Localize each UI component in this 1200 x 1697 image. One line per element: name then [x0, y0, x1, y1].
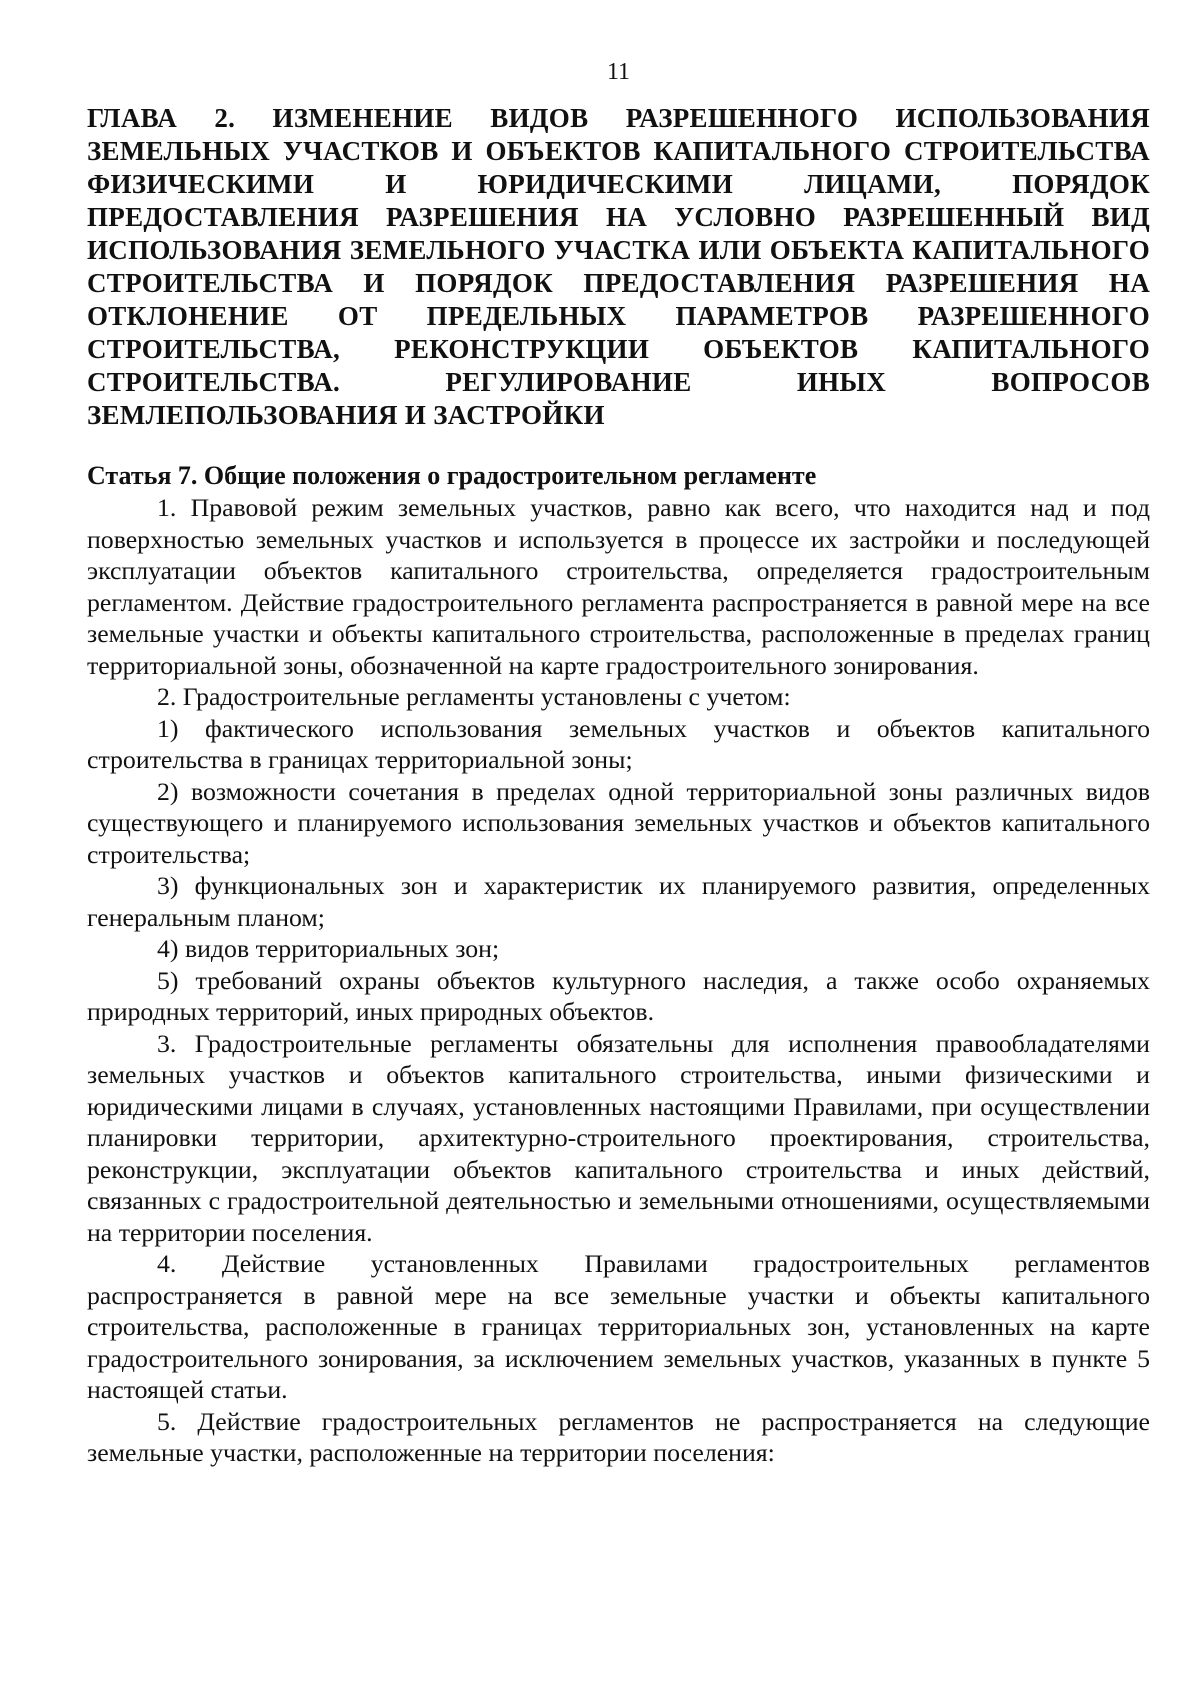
paragraph-4: 4. Действие установленных Правилами градостроительных регламентов распространяется в равной мере на все земельные участки и объекты капитального строительства, расположенные в границах территориальных зон, установленных на карте градостроительного зонирования, за исключением земельных участков, указанных в пункте 5 настоящей статьи. [87, 1249, 1150, 1404]
page-number: 11 [606, 59, 631, 85]
paragraph-2: 2. Градостроительные регламенты установлены с учетом: [157, 682, 791, 711]
list-item-3: 3) функциональных зон и характеристик их планируемого развития, определенных генеральным планом; [87, 871, 1150, 932]
article-body [87, 492, 1150, 1469]
list-item-4: 4) видов территориальных зон; [157, 934, 500, 963]
paragraph-1: 1. Правовой режим земельных участков, равно как всего, что находится над и под поверхностью земельных участков и используется в процессе их застройки и последующей эксплуатации объектов капитального строительства, определяется градостроительным регламентом. Действие градостроительного регламента распространяется в равной мере на все земельные участки и объекты капитального строительства, расположенные в пределах границ территориальной зоны, обозначенной на карте градостроительного зонирования. [87, 493, 1150, 680]
paragraph-3: 3. Градостроительные регламенты обязательны для исполнения правообладателями земельных участков и объектов капитального строительства, иными физическими и юридическими лицами в случаях, установленных настоящими Правилами, при осуществлении планировки территории, архитектурно-строительного проектирования, строительства, реконструкции, эксплуатации объектов капитального строительства и иных действий, связанных с градостроительной деятельностью и земельными отношениями, осуществляемыми на территории поселения. [87, 1028, 1150, 1247]
chapter-title: ГЛАВА 2. ИЗМЕНЕНИЕ ВИДОВ РАЗРЕШЕННОГО ИСПОЛЬЗОВАНИЯ ЗЕМЕЛЬНЫХ УЧАСТКОВ И ОБЪЕКТОВ КАПИТАЛЬНОГО СТРОИТЕЛЬСТВА ФИЗИЧЕСКИМИ И ЮРИДИЧЕСКИМИ ЛИЦАМИ, ПОРЯДОК ПРЕДОСТАВЛЕНИЯ РАЗРЕШЕНИЯ НА УСЛОВНО РАЗРЕШЕННЫЙ ВИД ИСПОЛЬЗОВАНИЯ ЗЕМЕЛЬНОГО УЧАСТКА ИЛИ ОБЪЕКТА КАПИТАЛЬНОГО СТРОИТЕЛЬСТВА И ПОРЯДОК ПРЕДОСТАВЛЕНИЯ РАЗРЕШЕНИЯ НА ОТКЛОНЕНИЕ ОТ ПРЕДЕЛЬНЫХ ПАРАМЕТРОВ РАЗРЕШЕННОГО СТРОИТЕЛЬСТВА, РЕКОНСТРУКЦИИ ОБЪЕКТОВ КАПИТАЛЬНОГО СТРОИТЕЛЬСТВА. РЕГУЛИРОВАНИЕ ИНЫХ ВОПРОСОВ ЗЕМЛЕПОЛЬЗОВАНИЯ И ЗАСТРОЙКИ [87, 103, 1150, 430]
paragraph-5: 5. Действие градостроительных регламентов не распространяется на следующие земельные участки, расположенные на территории поселения: [87, 1406, 1150, 1467]
list-item-2: 2) возможности сочетания в пределах одной территориальной зоны различных видов существующего и планируемого использования земельных участков и объектов капитального строительства; [87, 776, 1150, 869]
list-item-1: 1) фактического использования земельных участков и объектов капитального строительства в границах территориальной зоны; [87, 713, 1150, 774]
article-title: Статья 7. Общие положения о градостроительном регламенте [87, 461, 817, 490]
document-page [87, 0, 1150, 1469]
list-item-5: 5) требований охраны объектов культурного наследия, а также особо охраняемых природных территорий, иных природных объектов. [87, 965, 1150, 1026]
